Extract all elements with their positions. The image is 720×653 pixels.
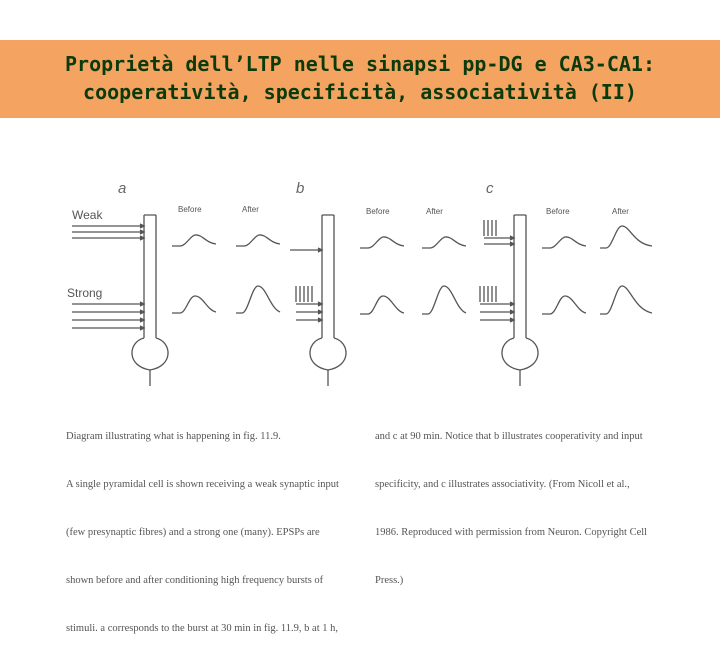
slide-title-line-2: cooperatività, specificità, associatività (II): [83, 80, 637, 104]
panel-c-label: c: [486, 180, 494, 197]
pyramidal-cell-c: [514, 215, 526, 338]
panel-c-after-label: After: [612, 207, 629, 216]
panel-b-label: b: [296, 180, 305, 197]
figure-caption-right: [375, 397, 647, 605]
caption-left-line-1: Diagram illustrating what is happening in fig. 11.9.: [66, 431, 281, 442]
panel-c: [480, 180, 652, 386]
panel-b: [290, 180, 466, 386]
panel-b-weak-before-epsp: [360, 237, 404, 248]
caption-right-line-1: and c at 90 min. Notice that b illustrates cooperativity and input: [375, 431, 643, 442]
title-banner: [0, 40, 720, 118]
caption-left-line-3: (few presynaptic fibres) and a strong one (many). EPSPs are: [66, 527, 320, 538]
panel-b-before-label: Before: [366, 207, 390, 216]
strong-row-label: Strong: [67, 286, 103, 300]
slide-title-line-1: Proprietà dell’LTP nelle sinapsi pp-DG e CA3-CA1:: [64, 52, 655, 76]
panel-a-weak-after-epsp: [236, 235, 280, 246]
weak-row-label: Weak: [72, 208, 103, 222]
caption-right-line-2: specificity, and c illustrates associativity. (From Nicoll et al.,: [375, 479, 630, 490]
pyramidal-cell-b: [322, 215, 334, 338]
caption-left-line-4: shown before and after conditioning high frequency bursts of: [66, 575, 324, 586]
panel-b-strong-after-epsp: [422, 286, 466, 314]
panel-c-weak-after-epsp: [600, 226, 652, 248]
panel-c-weak-before-epsp: [542, 237, 586, 248]
panel-a-before-label: Before: [178, 205, 202, 214]
panel-a-strong-after-epsp: [236, 286, 280, 313]
panel-a-weak-before-epsp: [172, 235, 216, 246]
panel-c-before-label: Before: [546, 207, 570, 216]
panel-c-strong-before-epsp: [542, 296, 586, 314]
panel-c-strong-after-epsp: [600, 286, 652, 314]
panel-b-strong-before-epsp: [360, 296, 404, 314]
panel-a: [67, 180, 280, 386]
panel-b-weak-after-epsp: [422, 237, 466, 248]
panel-a-strong-before-epsp: [172, 296, 216, 313]
pyramidal-cell-a: [144, 215, 156, 338]
figure-caption-left: [66, 397, 339, 653]
panel-a-after-label: After: [242, 205, 259, 214]
caption-right-line-4: Press.): [375, 575, 404, 586]
panel-a-label: a: [118, 180, 127, 197]
caption-left-line-5: stimuli. a corresponds to the burst at 30 min in fig. 11.9, b at 1 h,: [66, 623, 338, 634]
caption-right-line-3: 1986. Reproduced with permission from Neuron. Copyright Cell: [375, 527, 648, 538]
panel-b-after-label: After: [426, 207, 443, 216]
caption-left-line-2: A single pyramidal cell is shown receiving a weak synaptic input: [66, 479, 339, 490]
